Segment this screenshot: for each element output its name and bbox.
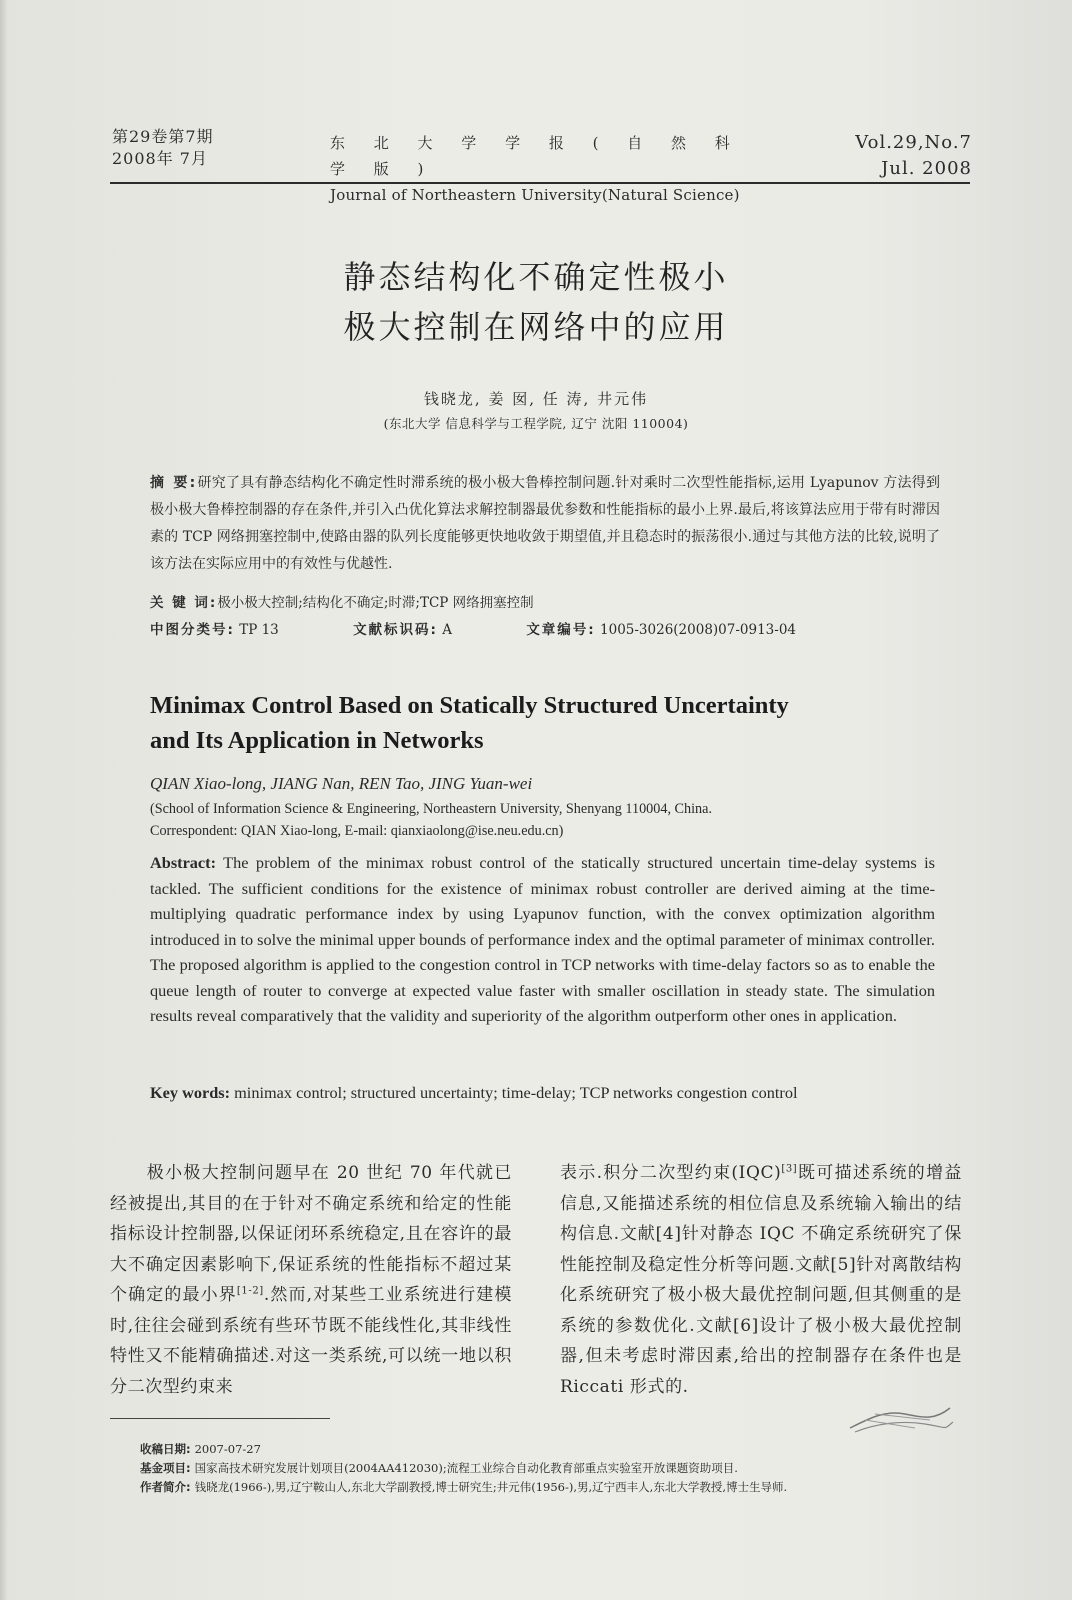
title-cn bbox=[0, 252, 1072, 352]
keywords-en-label: Key words: bbox=[150, 1083, 231, 1102]
volume-en: Vol.29,No.7 bbox=[855, 132, 972, 153]
author-bio-value: 钱晓龙(1966-),男,辽宁鞍山人,东北大学副教授,博士研究生;井元伟(1956-),男,辽宁西丰人,东北大学教授,博士生导师. bbox=[194, 1480, 788, 1494]
footnotes bbox=[140, 1440, 980, 1497]
affiliation-cn: (东北大学 信息科学与工程学院, 辽宁 沈阳 110004) bbox=[383, 416, 689, 431]
keywords-cn-label: 关 键 词: bbox=[150, 595, 218, 611]
journal-name-en: Journal of Northeastern University(Natural Science) bbox=[330, 186, 740, 204]
header-right bbox=[855, 130, 972, 182]
footnote-divider bbox=[110, 1418, 330, 1419]
authors-cn: 钱晓龙, 姜 囡, 任 涛, 井元伟 bbox=[423, 390, 649, 408]
body-col2-text-a: 表示.积分二次型约束(IQC) bbox=[560, 1163, 782, 1183]
footnote-author bbox=[140, 1478, 980, 1497]
received-value: 2007-07-27 bbox=[194, 1442, 261, 1456]
fund-value: 国家高技术研究发展计划项目(2004AA412030);流程工业综合自动化教育部重点实验室开放课题资助项目. bbox=[194, 1461, 738, 1475]
affiliation-en-line2: Correspondent: QIAN Xiao-long, E-mail: qianxiaolong@ise.neu.edu.cn) bbox=[150, 823, 564, 839]
handwritten-signature bbox=[845, 1400, 955, 1440]
title-en bbox=[150, 688, 950, 758]
abstract-en-label: Abstract: bbox=[150, 853, 217, 872]
citation-3: [3] bbox=[781, 1163, 798, 1175]
received-label: 收稿日期: bbox=[140, 1442, 191, 1456]
body-column-left bbox=[110, 1158, 512, 1402]
author-bio-label: 作者简介: bbox=[140, 1480, 191, 1494]
citation-1-2: [1-2] bbox=[236, 1285, 264, 1297]
authors-en: QIAN Xiao-long, JIANG Nan, REN Tao, JING Yuan-wei bbox=[150, 774, 533, 793]
header-center bbox=[330, 130, 750, 208]
abstract-cn-text: 研究了具有静态结构化不确定性时滞系统的极小极大鲁棒控制问题.针对乘时二次型性能指标,运用 Lyapunov 方法得到极小极大鲁棒控制器的存在条件,并引入凸优化算法求解控制器最优参数和性能指标的最小上界.最后,将该算法应用于带有时滞因素的 TCP 网络拥塞控制中,使路由器的队列长度能够更快地收敛于期望值,并且稳态时的振荡很小.通过与其他方法的比较,说明了该方法在实际应用中的有效性与优越性. bbox=[150, 475, 940, 572]
keywords-cn bbox=[150, 592, 534, 614]
body-col2-text-b: 既可描述系统的增益信息,又能描述系统的相位信息及系统输入输出的结构信息.文献[4]针对静态 IQC 不确定系统研究了保性能控制及稳定性分析等问题.文献[5]针对离散结构化系统研究了极小极大最优控制问题,但其侧重的是系统的参数优化.文献[6]设计了极小极大最优控制器,但未考虑时滞因素,给出的控制器存在条件也是 Riccati 形式的. bbox=[560, 1163, 962, 1397]
abstract-cn-label: 摘 要: bbox=[150, 475, 198, 491]
affiliation-en bbox=[150, 798, 950, 842]
volume-cn: 第29卷第7期 bbox=[112, 127, 214, 146]
abstract-cn bbox=[150, 470, 940, 578]
header-left bbox=[112, 126, 214, 170]
clc-label: 中图分类号: bbox=[150, 622, 235, 638]
footnote-received bbox=[140, 1440, 980, 1459]
title-cn-line2: 极大控制在网络中的应用 bbox=[343, 308, 729, 346]
header-divider bbox=[110, 182, 970, 184]
abstract-en bbox=[150, 850, 935, 1029]
classification-row bbox=[150, 619, 796, 641]
keywords-en-text: minimax control; structured uncertainty; time-delay; TCP networks congestion control bbox=[234, 1083, 798, 1102]
affiliation-en-line1: (School of Information Science & Engineering, Northeastern University, Shenyang 110004, China. bbox=[150, 801, 712, 817]
body-col1-text-b: .然而,对某些工业系统进行建模时,往往会碰到系统有些环节既不能线性化,其非线性特性又不能精确描述.对这一类系统,可以统一地以积分二次型约束来 bbox=[110, 1285, 513, 1397]
page-fold-shadow bbox=[0, 0, 8, 1600]
keywords-cn-text: 极小极大控制;结构化不确定;时滞;TCP 网络拥塞控制 bbox=[217, 595, 534, 611]
date-cn: 2008年 7月 bbox=[112, 149, 208, 168]
title-en-line1: Minimax Control Based on Statically Structured Uncertainty bbox=[150, 692, 789, 719]
title-cn-line1: 静态结构化不确定性极小 bbox=[343, 258, 729, 296]
abstract-en-text: The problem of the minimax robust control of the statically structured uncertain time-delay systems is tackled. The sufficient conditions for the existence of minimax robust controller are derived aiming at the time-multiplying quadratic performance index by using Lyapunov function, with the convex optimization algorithm introduced in to solve the minimal upper bounds of performance index and the optimal parameter of minimax controller. The proposed algorithm is applied to the congestion control in TCP networks with time-delay factors so as to enable the queue length of router to converge at expected value faster with smaller oscillation in steady state. The simulation results reveal comparatively that the validity and superiority of the algorithm outperform other ones in application. bbox=[150, 853, 935, 1025]
date-en: Jul. 2008 bbox=[881, 158, 972, 179]
body-column-right bbox=[560, 1158, 962, 1402]
fund-label: 基金项目: bbox=[140, 1461, 191, 1475]
clc-value: TP 13 bbox=[239, 622, 279, 638]
body-col1-text-a: 极小极大控制问题早在 20 世纪 70 年代就已经被提出,其目的在于针对不确定系统和给定的性能指标设计控制器,以保证闭环系统稳定,且在容许的最大不确定因素影响下,保证系统的性能指标不超过某个确定的最小界 bbox=[110, 1163, 512, 1305]
article-no-value: 1005-3026(2008)07-0913-04 bbox=[600, 622, 797, 638]
article-no-label: 文章编号: bbox=[526, 622, 596, 638]
title-en-line2: and Its Application in Networks bbox=[150, 727, 484, 754]
doc-code-value: A bbox=[442, 622, 453, 638]
doc-code-label: 文献标识码: bbox=[353, 622, 438, 638]
keywords-en bbox=[150, 1080, 935, 1105]
footnote-fund bbox=[140, 1459, 980, 1478]
journal-name-cn: 东 北 大 学 学 报 ( 自 然 科 学 版 ) bbox=[330, 134, 742, 178]
